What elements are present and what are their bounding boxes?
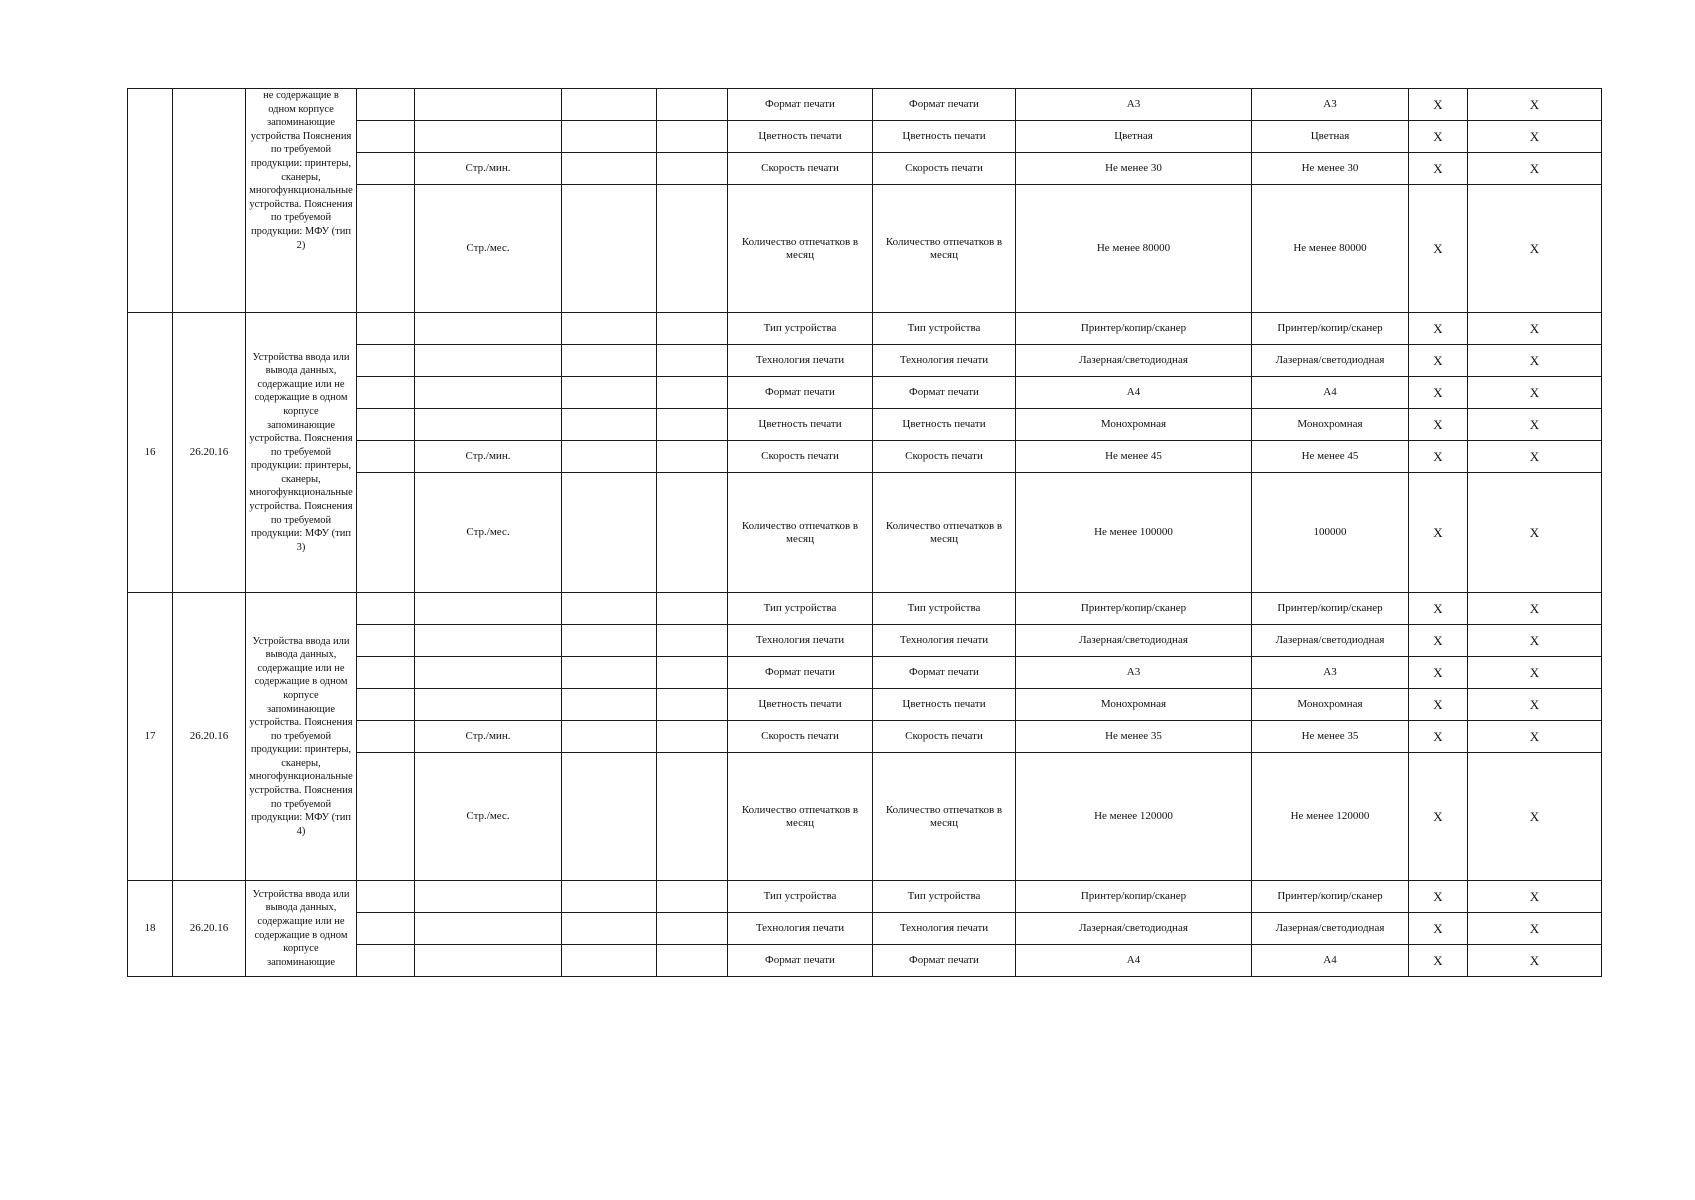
empty-cell [657,153,728,185]
characteristic-value-cell: Не менее 35 [1016,721,1252,753]
empty-cell [562,121,657,153]
characteristic-value-cell: Принтер/копир/сканер [1016,881,1252,913]
empty-cell [657,377,728,409]
empty-cell [657,657,728,689]
x-mark-cell: X [1409,89,1468,121]
row-number-cell: 16 [128,313,173,593]
characteristic-value-cell: Не менее 120000 [1252,753,1409,881]
x-mark-cell: X [1468,121,1602,153]
unit-cell: Стр./мин. [415,441,562,473]
empty-cell [357,185,415,313]
characteristic-name-cell: Формат печати [728,945,873,977]
unit-cell [415,945,562,977]
x-mark-cell: X [1468,473,1602,593]
x-mark-cell: X [1409,625,1468,657]
empty-cell [562,313,657,345]
x-mark-cell: X [1468,625,1602,657]
characteristic-value-cell: А4 [1252,377,1409,409]
characteristic-value-cell: Не менее 100000 [1016,473,1252,593]
characteristic-name-cell: Тип устройства [873,313,1016,345]
empty-cell [562,377,657,409]
characteristic-name-cell: Цветность печати [873,689,1016,721]
okpd-code-cell: 26.20.16 [173,313,246,593]
unit-cell [415,345,562,377]
empty-cell [562,625,657,657]
okpd-code-cell: 26.20.16 [173,881,246,977]
characteristic-value-cell: Не менее 120000 [1016,753,1252,881]
characteristic-name-cell: Количество отпечатков в месяц [728,473,873,593]
empty-cell [657,121,728,153]
characteristic-name-cell: Скорость печати [728,441,873,473]
characteristic-value-cell: Монохромная [1016,689,1252,721]
unit-cell [415,593,562,625]
characteristic-name-cell: Скорость печати [728,721,873,753]
x-mark-cell: X [1409,313,1468,345]
unit-cell: Стр./мин. [415,153,562,185]
empty-cell [357,153,415,185]
characteristic-name-cell: Скорость печати [728,153,873,185]
empty-cell [562,185,657,313]
empty-cell [357,313,415,345]
characteristic-value-cell: Цветная [1016,121,1252,153]
characteristic-value-cell: Лазерная/светодиодная [1016,625,1252,657]
characteristic-value-cell: А3 [1252,89,1409,121]
characteristic-name-cell: Цветность печати [728,409,873,441]
characteristic-name-cell: Тип устройства [873,593,1016,625]
x-mark-cell: X [1468,657,1602,689]
characteristic-value-cell: Лазерная/светодиодная [1252,345,1409,377]
characteristic-value-cell: Лазерная/светодиодная [1252,913,1409,945]
unit-cell: Стр./мин. [415,721,562,753]
x-mark-cell: X [1409,657,1468,689]
characteristic-name-cell: Скорость печати [873,441,1016,473]
characteristic-value-cell: Не менее 45 [1252,441,1409,473]
empty-cell [562,345,657,377]
characteristic-name-cell: Технология печати [728,345,873,377]
characteristic-value-cell: А3 [1252,657,1409,689]
x-mark-cell: X [1409,185,1468,313]
characteristic-value-cell: Лазерная/светодиодная [1016,913,1252,945]
empty-cell [357,121,415,153]
x-mark-cell: X [1409,689,1468,721]
empty-cell [562,441,657,473]
x-mark-cell: X [1468,345,1602,377]
characteristic-name-cell: Технология печати [728,913,873,945]
empty-cell [562,721,657,753]
empty-cell [657,625,728,657]
characteristic-value-cell: А3 [1016,657,1252,689]
characteristic-value-cell: Принтер/копир/сканер [1016,313,1252,345]
characteristic-name-cell: Формат печати [873,657,1016,689]
x-mark-cell: X [1409,153,1468,185]
characteristic-name-cell: Скорость печати [873,153,1016,185]
empty-cell [357,913,415,945]
empty-cell [357,689,415,721]
empty-cell [657,409,728,441]
empty-cell [657,945,728,977]
x-mark-cell: X [1468,441,1602,473]
row-number-cell: 17 [128,593,173,881]
product-description-cell: Устройства ввода или вывода данных, содержащие или не содержащие в одном корпусе запоминающие устройства. Пояснения по требуемой продукции: принтеры, сканеры, многофункциональные устройства. Пояснения по требуемой продукции: МФУ (тип 4) [246,593,357,881]
characteristic-name-cell: Технология печати [873,345,1016,377]
x-mark-cell: X [1409,377,1468,409]
x-mark-cell: X [1468,153,1602,185]
characteristic-name-cell: Технология печати [873,913,1016,945]
empty-cell [357,441,415,473]
characteristic-name-cell: Технология печати [728,625,873,657]
unit-cell [415,409,562,441]
characteristic-name-cell: Тип устройства [873,881,1016,913]
x-mark-cell: X [1409,473,1468,593]
empty-cell [657,185,728,313]
empty-cell [562,657,657,689]
unit-cell [415,313,562,345]
x-mark-cell: X [1468,689,1602,721]
unit-cell [415,625,562,657]
product-description-cell: Устройства ввода или вывода данных, содержащие или не содержащие в одном корпусе запоминающие [246,881,357,977]
x-mark-cell: X [1409,881,1468,913]
empty-cell [357,593,415,625]
x-mark-cell: X [1409,121,1468,153]
characteristic-name-cell: Количество отпечатков в месяц [728,185,873,313]
unit-cell: Стр./мес. [415,473,562,593]
okpd-code-cell: 26.20.16 [173,593,246,881]
characteristic-name-cell: Количество отпечатков в месяц [873,185,1016,313]
characteristic-name-cell: Формат печати [728,657,873,689]
characteristic-name-cell: Количество отпечатков в месяц [728,753,873,881]
characteristic-value-cell: Не менее 30 [1016,153,1252,185]
empty-cell [657,689,728,721]
characteristic-name-cell: Цветность печати [728,689,873,721]
product-description-cell: Устройства ввода или вывода данных, содержащие или не содержащие в одном корпусе запоминающие устройства. Пояснения по требуемой продукции: принтеры, сканеры, многофункциональные устройства. Пояснения по требуемой продукции: МФУ (тип 3) [246,313,357,593]
characteristic-value-cell: Не менее 80000 [1016,185,1252,313]
x-mark-cell: X [1409,409,1468,441]
characteristic-value-cell: Цветная [1252,121,1409,153]
characteristic-value-cell: А4 [1016,377,1252,409]
empty-cell [562,753,657,881]
x-mark-cell: X [1468,881,1602,913]
characteristic-name-cell: Тип устройства [728,881,873,913]
characteristic-name-cell: Формат печати [873,89,1016,121]
row-number-cell [128,89,173,313]
empty-cell [657,441,728,473]
characteristic-value-cell: Принтер/копир/сканер [1252,593,1409,625]
characteristic-value-cell: Лазерная/светодиодная [1252,625,1409,657]
unit-cell [415,121,562,153]
empty-cell [357,753,415,881]
characteristic-value-cell: Принтер/копир/сканер [1252,313,1409,345]
characteristic-name-cell: Цветность печати [873,409,1016,441]
characteristic-value-cell: 100000 [1252,473,1409,593]
characteristic-value-cell: Не менее 80000 [1252,185,1409,313]
x-mark-cell: X [1468,377,1602,409]
empty-cell [357,473,415,593]
product-description-cell: не содержащие в одном корпусе запоминающие устройства Пояснения по требуемой продукции: принтеры, сканеры, многофункциональные устройства. Пояснения по требуемой продукции: МФУ (тип 2) [246,89,357,313]
row-number-cell: 18 [128,881,173,977]
x-mark-cell: X [1409,945,1468,977]
characteristic-value-cell: А4 [1252,945,1409,977]
empty-cell [357,721,415,753]
unit-cell [415,913,562,945]
x-mark-cell: X [1409,913,1468,945]
empty-cell [657,473,728,593]
x-mark-cell: X [1468,721,1602,753]
characteristic-value-cell: Не менее 35 [1252,721,1409,753]
empty-cell [562,913,657,945]
unit-cell: Стр./мес. [415,753,562,881]
characteristic-name-cell: Количество отпечатков в месяц [873,753,1016,881]
x-mark-cell: X [1468,409,1602,441]
x-mark-cell: X [1468,945,1602,977]
characteristic-value-cell: Монохромная [1252,409,1409,441]
empty-cell [562,409,657,441]
empty-cell [657,721,728,753]
characteristic-name-cell: Цветность печати [728,121,873,153]
x-mark-cell: X [1409,753,1468,881]
empty-cell [357,657,415,689]
unit-cell [415,377,562,409]
characteristic-name-cell: Технология печати [873,625,1016,657]
empty-cell [357,881,415,913]
characteristic-value-cell: Лазерная/светодиодная [1016,345,1252,377]
empty-cell [357,409,415,441]
empty-cell [657,345,728,377]
empty-cell [657,753,728,881]
x-mark-cell: X [1409,593,1468,625]
characteristic-value-cell: А4 [1016,945,1252,977]
empty-cell [657,913,728,945]
x-mark-cell: X [1468,753,1602,881]
characteristic-value-cell: Не менее 45 [1016,441,1252,473]
characteristic-name-cell: Тип устройства [728,313,873,345]
empty-cell [357,625,415,657]
unit-cell: Стр./мес. [415,185,562,313]
empty-cell [562,89,657,121]
characteristic-name-cell: Формат печати [728,377,873,409]
empty-cell [357,377,415,409]
x-mark-cell: X [1409,721,1468,753]
characteristic-name-cell: Количество отпечатков в месяц [873,473,1016,593]
table-row [128,881,1602,913]
x-mark-cell: X [1468,313,1602,345]
empty-cell [657,89,728,121]
empty-cell [562,473,657,593]
empty-cell [562,945,657,977]
characteristic-name-cell: Формат печати [873,377,1016,409]
characteristic-value-cell: Монохромная [1016,409,1252,441]
unit-cell [415,881,562,913]
empty-cell [357,945,415,977]
table-row [128,593,1602,625]
unit-cell [415,689,562,721]
empty-cell [657,593,728,625]
empty-cell [357,345,415,377]
characteristic-value-cell: А3 [1016,89,1252,121]
characteristic-name-cell: Формат печати [873,945,1016,977]
x-mark-cell: X [1468,89,1602,121]
table-row [128,89,1602,121]
empty-cell [562,593,657,625]
characteristic-name-cell: Формат печати [728,89,873,121]
x-mark-cell: X [1409,345,1468,377]
characteristic-value-cell: Монохромная [1252,689,1409,721]
characteristic-name-cell: Тип устройства [728,593,873,625]
x-mark-cell: X [1468,913,1602,945]
characteristic-value-cell: Принтер/копир/сканер [1016,593,1252,625]
empty-cell [562,153,657,185]
x-mark-cell: X [1409,441,1468,473]
empty-cell [357,89,415,121]
requirements-table [127,88,1602,977]
unit-cell [415,657,562,689]
unit-cell [415,89,562,121]
characteristic-value-cell: Принтер/копир/сканер [1252,881,1409,913]
x-mark-cell: X [1468,593,1602,625]
empty-cell [562,689,657,721]
table-row [128,313,1602,345]
empty-cell [657,881,728,913]
characteristic-name-cell: Скорость печати [873,721,1016,753]
x-mark-cell: X [1468,185,1602,313]
empty-cell [562,881,657,913]
characteristic-name-cell: Цветность печати [873,121,1016,153]
characteristic-value-cell: Не менее 30 [1252,153,1409,185]
okpd-code-cell [173,89,246,313]
empty-cell [657,313,728,345]
